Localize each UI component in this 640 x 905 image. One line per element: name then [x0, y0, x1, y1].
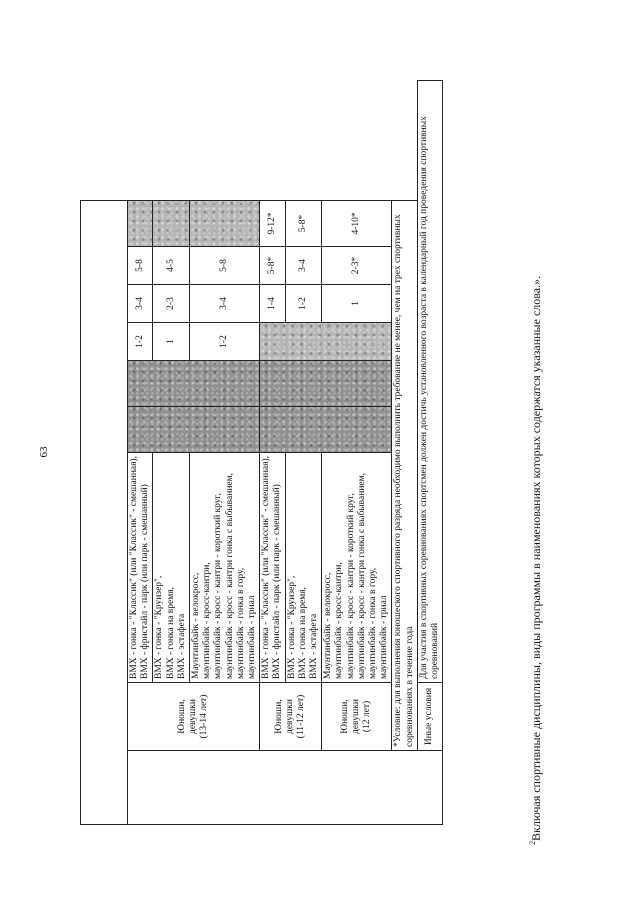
value-cell: 1-2 — [285, 285, 322, 323]
age-line: Юноши, — [340, 699, 351, 734]
value-cell: 5-8* — [285, 200, 322, 246]
value-cell: 9-12* — [260, 200, 285, 246]
value-cell: 1-2 — [128, 323, 153, 361]
discipline-line: ВМХ - гонка - "Круизер", — [286, 575, 297, 679]
discipline-line: маунтинбайк - гонка в гору, — [368, 567, 379, 679]
value-cell: 1 — [322, 285, 392, 323]
discipline-cell — [322, 453, 392, 683]
discipline-cell — [260, 453, 285, 683]
discipline-line: маунтинбайк - гонка в гору, — [235, 567, 246, 679]
ranks-table — [80, 80, 443, 825]
discipline-cell — [153, 453, 190, 683]
shaded-cell — [128, 361, 260, 407]
shaded-cell — [190, 200, 260, 246]
value-cell: 5-8* — [260, 247, 285, 285]
shaded-cell — [260, 323, 392, 361]
discipline-line: маунтинбайк - триал — [247, 595, 258, 679]
discipline-line: ВМХ - гонка - "Классик" (или "Классик" - смешанная), — [261, 455, 272, 679]
age-line: девушки — [188, 699, 199, 734]
discipline-line: Маунтинбайк - велокросс, — [323, 572, 334, 679]
table-row — [260, 81, 285, 825]
value-cell: 3-4 — [190, 285, 260, 323]
value-cell: 2-3 — [153, 285, 190, 323]
table-row — [322, 81, 392, 825]
group-empty-cell — [128, 751, 443, 825]
value-cell: 1 — [153, 323, 190, 361]
other-conditions-text: Для участия в спортивных соревнованиях спортсмен должен достичь установленного возраста в календарный год проведения спортивных соревнований — [417, 81, 442, 683]
age-line: девушки — [351, 699, 362, 734]
discipline-line: ВМХ - эстафета — [309, 613, 320, 679]
value-cell: 1-4 — [260, 285, 285, 323]
value-cell: 3-4 — [285, 247, 322, 285]
shaded-cell — [260, 361, 392, 407]
rotated-table-container — [80, 80, 464, 825]
value-cell: 5-8 — [190, 247, 260, 285]
age-line: девушки — [285, 699, 296, 734]
value-cell: 4-10* — [322, 200, 392, 246]
discipline-line: ВМХ - гонка на время, — [297, 587, 308, 679]
discipline-line: ВМХ - фристайл - парк (или парк - смешанный) — [272, 484, 283, 679]
discipline-line: маунтинбайк - кросс-кантри, — [202, 562, 213, 679]
shaded-cell — [260, 407, 392, 453]
value-cell: 2-3* — [322, 247, 392, 285]
table-row — [392, 81, 417, 825]
age-line: Юноши, — [176, 699, 187, 734]
table-row — [128, 81, 153, 825]
age-cell — [128, 683, 260, 751]
table-row — [417, 81, 442, 825]
shaded-cell — [128, 200, 153, 246]
discipline-cell — [190, 453, 260, 683]
top-blank-row — [81, 81, 128, 825]
age-cell — [322, 683, 392, 751]
discipline-line: маунтинбайк - триал — [379, 595, 390, 679]
value-cell: 1-2 — [190, 323, 260, 361]
discipline-cell — [285, 453, 322, 683]
age-line: (12 лет) — [362, 700, 373, 733]
discipline-line: маунтинбайк - кросс - кантри гонка с выбыванием, — [224, 472, 235, 679]
discipline-line: ВМХ - эстафета — [176, 613, 187, 679]
page-number: 63 — [38, 446, 50, 458]
footnote-text: Включая спортивные дисциплины, виды программы в наименованиях которых содержатся указанные слова.». — [529, 275, 543, 841]
shaded-cell — [128, 407, 260, 453]
age-line: (13-14 лет) — [199, 694, 210, 739]
discipline-line: ВМХ - гонка на время, — [165, 587, 176, 679]
value-cell: 5-8 — [128, 247, 153, 285]
age-line: Юноши, — [273, 699, 284, 734]
discipline-line: ВМХ - гонка - "Круизер", — [154, 575, 165, 679]
value-cell: 4-5 — [153, 247, 190, 285]
discipline-line: ВМХ - гонка - "Классик" (или "Классик" - смешанная), — [129, 455, 139, 679]
condition-note: *Условие: для выполнения юношеского спортивного разряда необходимо выполнить требование не менее, чем на трех спортивных соревнованиях в течение года — [392, 200, 417, 750]
blank-cell — [81, 200, 128, 824]
discipline-line: маунтинбайк - кросс - кантри - короткий круг, — [345, 493, 356, 679]
discipline-line: Маунтинбайк - велокросс, — [191, 572, 202, 679]
footnote-marker: 2 — [528, 841, 537, 845]
footnote — [528, 25, 546, 845]
other-conditions-label: Иные условия — [417, 683, 442, 751]
age-cell — [260, 683, 322, 751]
discipline-line: ВМХ - фристайл - парк (или парк - смешанный) — [140, 484, 151, 679]
shaded-cell — [153, 200, 190, 246]
discipline-cell — [128, 453, 153, 683]
discipline-line: маунтинбайк - кросс - кантри - короткий круг, — [213, 493, 224, 679]
discipline-line: маунтинбайк - кросс-кантри, — [334, 562, 345, 679]
discipline-line: маунтинбайк - кросс - кантри гонка с выбыванием, — [356, 472, 367, 679]
value-cell: 3-4 — [128, 285, 153, 323]
age-line: (11-12 лет) — [296, 694, 307, 739]
